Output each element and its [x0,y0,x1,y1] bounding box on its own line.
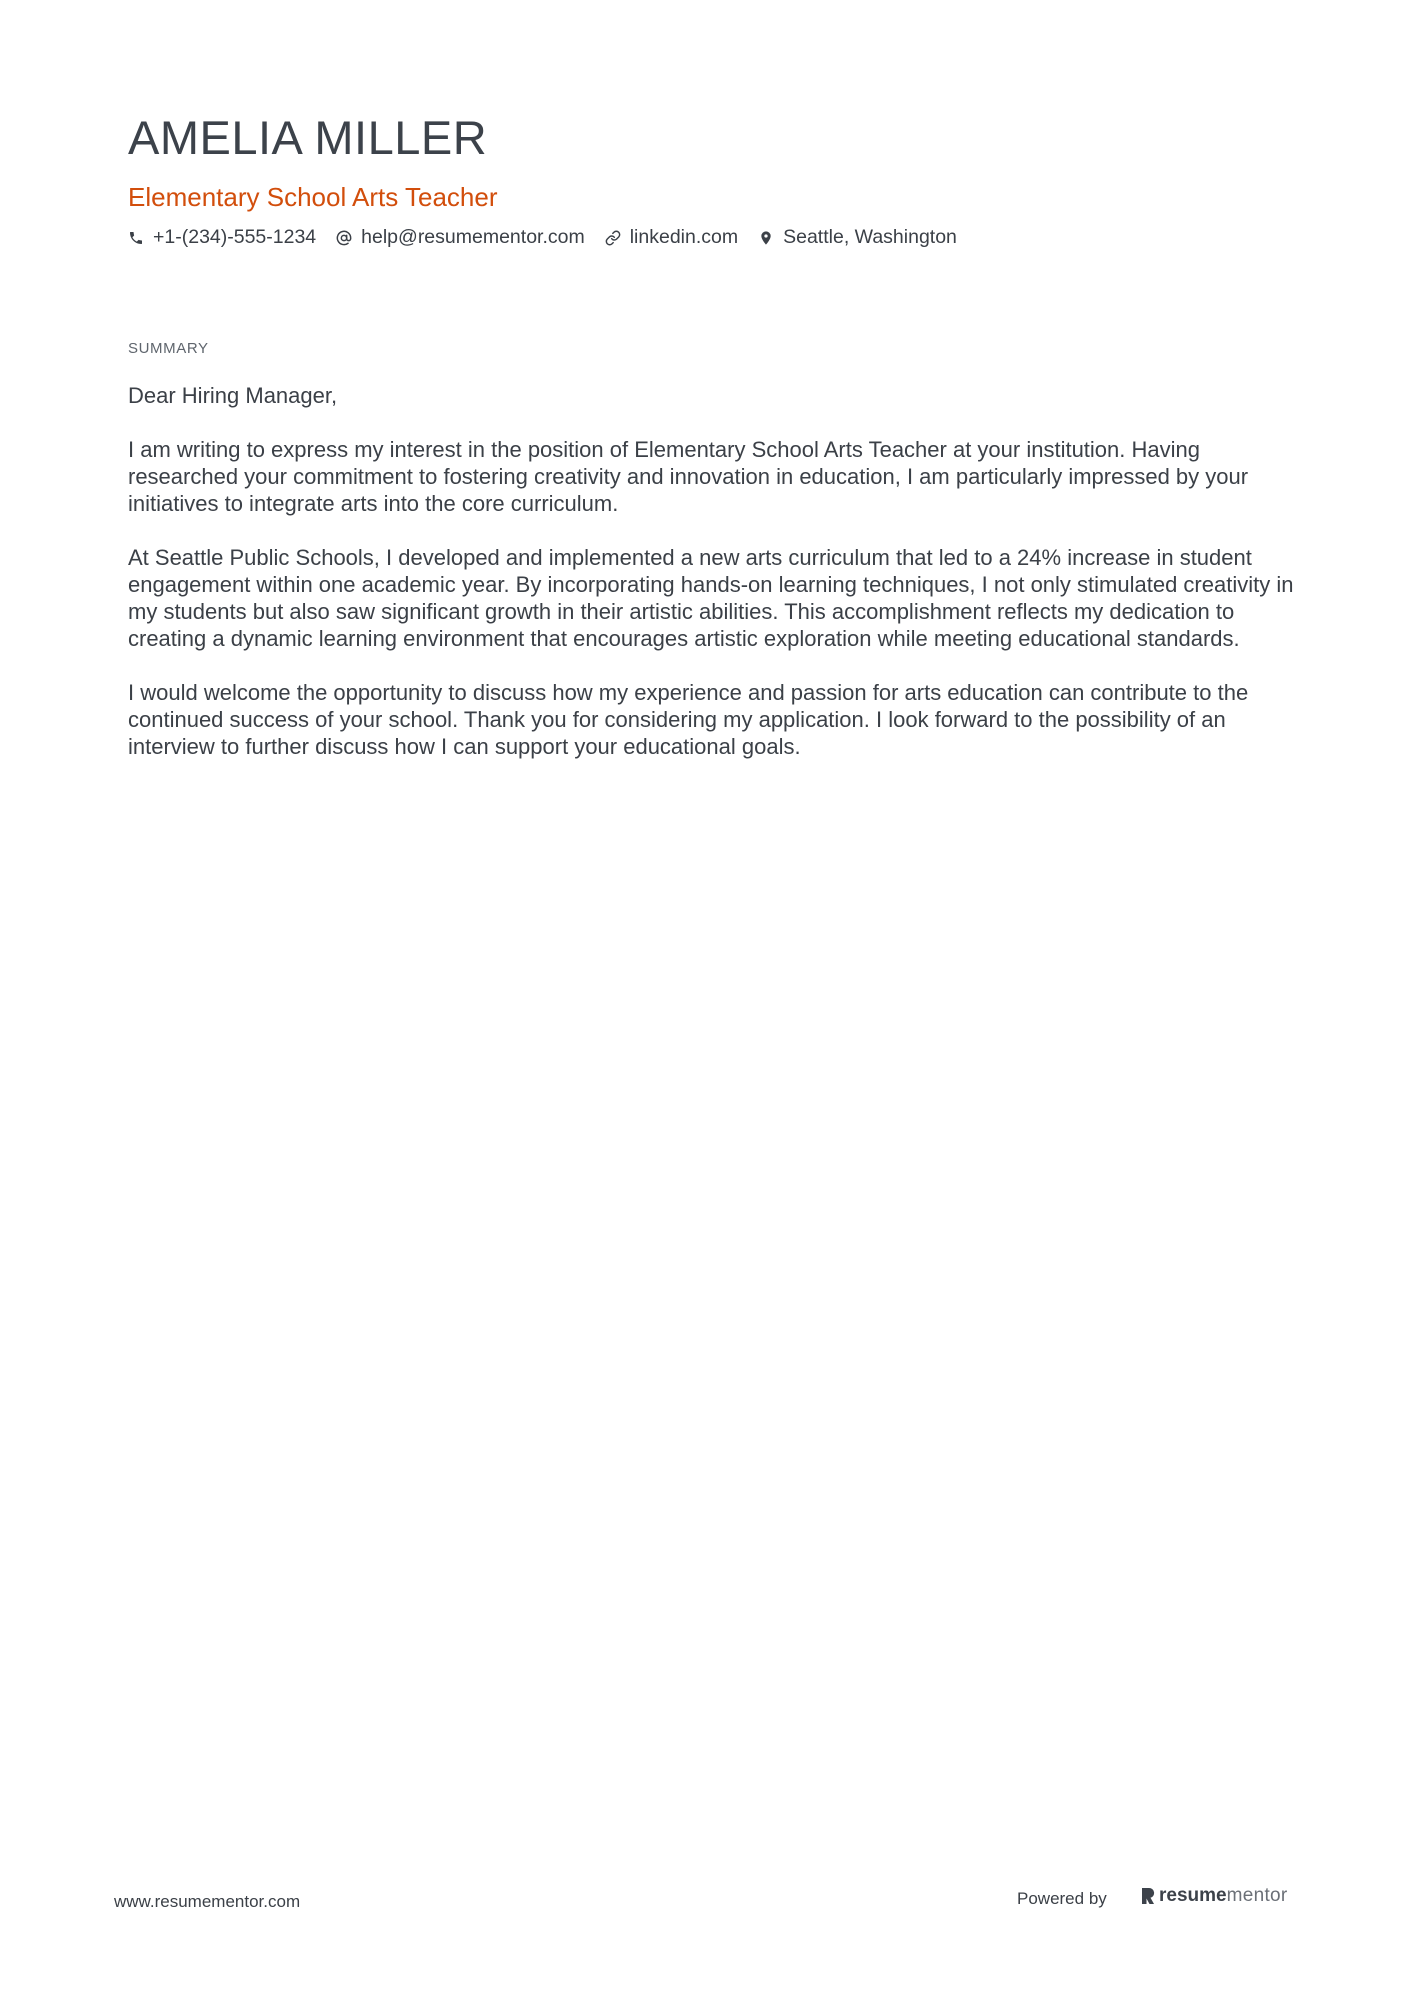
applicant-name: AMELIA MILLER [128,111,488,164]
summary-heading: SUMMARY [128,340,209,357]
contact-email[interactable] [336,226,585,249]
footer-website-link[interactable]: www.resumementor.com [114,1892,301,1911]
location-text: Seattle, Washington [783,226,957,248]
contact-location [758,226,957,249]
link-icon [605,230,621,246]
email-text: help@resumementor.com [361,226,585,248]
phone-icon [128,230,144,246]
at-sign-icon [336,230,352,246]
letter-paragraph: At Seattle Public Schools, I developed and implemented a new arts curriculum that led to a 24% increase in student engagement within one academic year. By incorporating hands-on learning techniques, I not only stimulated creativity in my students but also saw significant growth in their artistic abilities. This accomplishment reflects my dedication to creating a dynamic learning environment that encourages artistic exploration while meeting educational standards. [128,545,1294,651]
contact-bar [128,226,977,249]
resumementor-logo-icon [1140,1886,1156,1906]
brand-text-light: mentor [1226,1885,1288,1906]
salutation: Dear Hiring Manager, [128,383,338,408]
contact-phone[interactable] [128,226,316,249]
letter-body [128,382,1298,787]
phone-text: +1-(234)-555-1234 [153,226,317,248]
job-title: Elementary School Arts Teacher [128,182,498,212]
linkedin-text: linkedin.com [629,226,739,248]
letter-paragraph: I would welcome the opportunity to discuss how my experience and passion for arts education can contribute to the continued success of your school. Thank you for considering my application. I look forward to the possibility of an interview to further discuss how I can support your educational goals. [128,680,1249,759]
letter-paragraph: I am writing to express my interest in the position of Elementary School Arts Teacher at your institution. Having researched your commitment to fostering creativity and innovation in education, I am particularly impressed by your initiatives to integrate arts into the core curriculum. [128,437,1249,516]
brand-text-bold: resume [1159,1885,1227,1906]
brand-logo[interactable] [1140,1885,1288,1907]
powered-by-label: Powered by [1017,1889,1107,1908]
location-pin-icon [758,230,774,246]
contact-linkedin[interactable] [605,226,738,249]
